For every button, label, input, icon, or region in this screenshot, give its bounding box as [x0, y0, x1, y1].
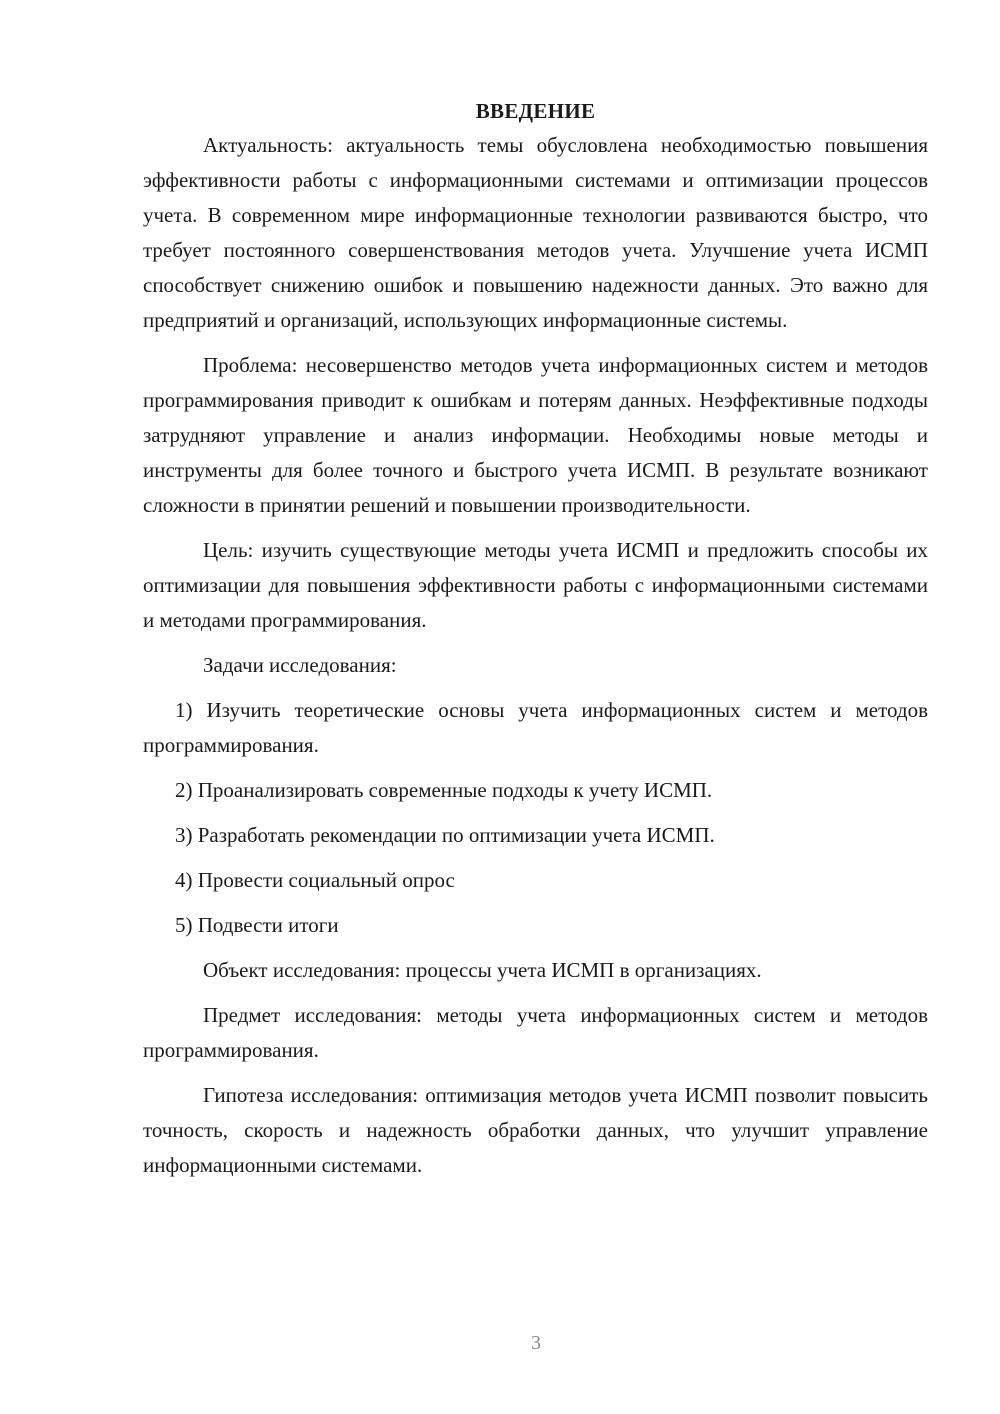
task-item-3: 3) Разработать рекомендации по оптимизации учета ИСМП.: [175, 823, 715, 847]
paragraph-hypothesis: Гипотеза исследования: оптимизация методов учета ИСМП позволит повысить точность, скорость и надежность обработки данных, что улучшит управление информационными системами.: [143, 1083, 928, 1177]
document-page: [143, 96, 928, 1193]
section-heading: ВВЕДЕНИЕ: [475, 99, 596, 123]
paragraph-object: Объект исследования: процессы учета ИСМП в организациях.: [203, 958, 762, 982]
task-item-4: 4) Провести социальный опрос: [175, 868, 455, 892]
paragraph-problem: Проблема: несовершенство методов учета информационных систем и методов программирования приводит к ошибкам и потерям данных. Неэффективные подходы затрудняют управление и анализ информации. Необходимы новые методы и инструменты для более точного и быстрого учета ИСМП. В результате возникают сложности в принятии решений и повышении производительности.: [143, 353, 928, 517]
paragraph-subject: Предмет исследования: методы учета информационных систем и методов программирования.: [143, 1003, 928, 1062]
task-item-2: 2) Проанализировать современные подходы к учету ИСМП.: [175, 778, 713, 802]
task-item-1: 1) Изучить теоретические основы учета информационных систем и методов программирования.: [143, 698, 928, 757]
task-item-5: 5) Подвести итоги: [175, 913, 339, 937]
paragraph-relevance: Актуальность: актуальность темы обусловлена необходимостью повышения эффективности работы с информационными системами и оптимизации процессов учета. В современном мире информационные технологии развиваются быстро, что требует постоянного совершенствования методов учета. Улучшение учета ИСМП способствует снижению ошибок и повышению надежности данных. Это важно для предприятий и организаций, использующих информационные системы.: [143, 133, 928, 332]
paragraph-tasks-intro: Задачи исследования:: [203, 653, 397, 677]
page-number: 3: [531, 1332, 541, 1354]
paragraph-goal: Цель: изучить существующие методы учета ИСМП и предложить способы их оптимизации для повышения эффективности работы с информационными системами и методами программирования.: [143, 538, 928, 632]
